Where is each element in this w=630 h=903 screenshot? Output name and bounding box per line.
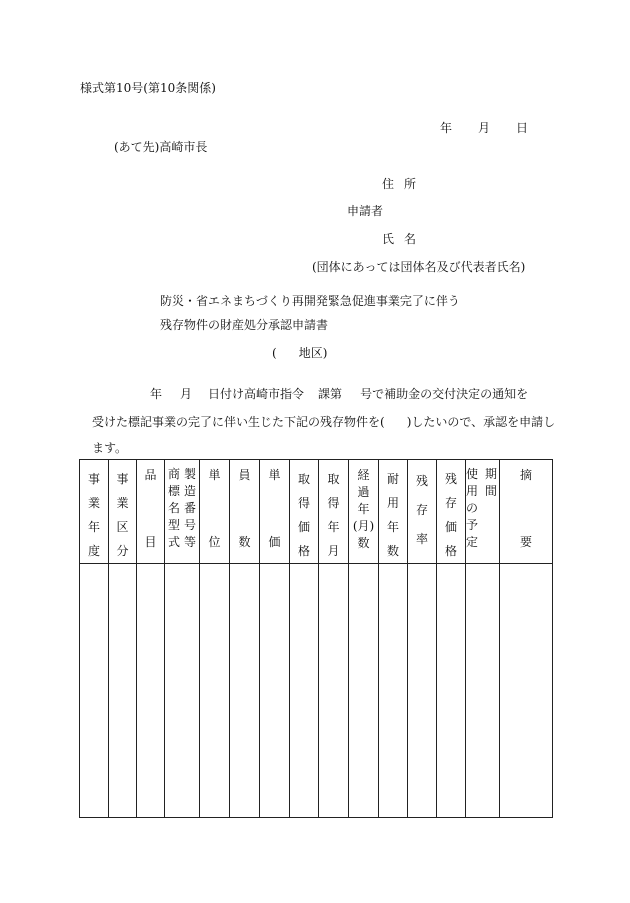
- addressee: (あて先)高崎市長: [114, 140, 208, 154]
- form-number: 様式第10号(第10条関係): [80, 81, 216, 95]
- header-char: 位: [208, 535, 221, 549]
- header-char: 用: [466, 484, 479, 498]
- date-line: [440, 119, 528, 136]
- header-char: 残: [444, 472, 457, 486]
- table-cell[interactable]: [137, 564, 165, 818]
- header-char: 数: [238, 535, 251, 549]
- header-char: 定: [466, 535, 479, 549]
- header-char: 単: [208, 468, 221, 482]
- header-cell-residual-rate: [408, 460, 437, 564]
- header-char: 格: [297, 544, 310, 558]
- header-char: 取: [297, 472, 310, 486]
- document-title-line2: 残存物件の財産処分承認申請書: [160, 318, 329, 332]
- name-label: 氏名: [382, 232, 427, 246]
- header-char: 単: [268, 468, 281, 482]
- header-cell-usage-period: [466, 460, 500, 564]
- header-char: の: [466, 501, 479, 515]
- header-char: (月): [352, 519, 375, 533]
- table-cell[interactable]: [109, 564, 137, 818]
- header-char: 格: [444, 544, 457, 558]
- header-char: 製: [184, 467, 197, 481]
- header-char: 商: [167, 467, 180, 481]
- header-cell-residual-value: [437, 460, 466, 564]
- header-char: 摘: [519, 468, 532, 482]
- applicant-label: 申請者: [347, 204, 384, 218]
- header-char: 業: [87, 496, 100, 510]
- header-char: 年: [87, 520, 100, 534]
- header-char: 使: [466, 467, 479, 481]
- header-cell-unit: [200, 460, 230, 564]
- date-day-label: 日: [516, 121, 529, 135]
- header-cell-remarks: [500, 460, 553, 564]
- header-cell-item: [137, 460, 165, 564]
- header-char: 過: [357, 485, 370, 499]
- body-text-line2: [92, 413, 555, 430]
- header-char: 数: [357, 536, 370, 550]
- table-cell[interactable]: [80, 564, 109, 818]
- header-char: 標: [167, 484, 180, 498]
- header-char: 経: [357, 468, 370, 482]
- header-char: 数: [386, 544, 399, 558]
- table-header-row: [80, 460, 553, 564]
- table-cell[interactable]: [200, 564, 230, 818]
- body-text-line1: [150, 385, 528, 402]
- table-cell[interactable]: [379, 564, 408, 818]
- header-char: 区: [116, 520, 129, 534]
- table-cell[interactable]: [165, 564, 200, 818]
- body-text-part1: 日付け高崎市指令: [208, 387, 305, 401]
- header-cell-model-serial: [165, 460, 200, 564]
- organization-note: (団体にあっては団体名及び代表者氏名): [312, 260, 526, 274]
- header-char: 事: [116, 472, 129, 486]
- body-text-line2a: 受けた標記事業の完了に伴い生じた下記の残存物件を(: [92, 415, 385, 429]
- header-char: 得: [297, 496, 310, 510]
- header-char: 月: [327, 544, 340, 558]
- header-char: 得: [327, 496, 340, 510]
- header-char: 等: [184, 535, 197, 549]
- header-char: 造: [184, 484, 197, 498]
- header-char: 取: [327, 472, 340, 486]
- header-char: 間: [485, 484, 498, 498]
- district-open-paren: (: [272, 346, 277, 360]
- header-char: 年: [357, 502, 370, 516]
- table-row: [80, 564, 553, 818]
- table-cell[interactable]: [230, 564, 260, 818]
- table-cell[interactable]: [260, 564, 290, 818]
- header-char: 業: [116, 496, 129, 510]
- asset-table: [79, 459, 553, 818]
- header-char: 年: [327, 520, 340, 534]
- table-cell[interactable]: [466, 564, 500, 818]
- header-char: 価: [297, 520, 310, 534]
- header-char: 年: [386, 520, 399, 534]
- header-char: 番: [184, 501, 197, 515]
- header-char: 用: [386, 496, 399, 510]
- table-cell[interactable]: [500, 564, 553, 818]
- header-char: 期: [485, 467, 498, 481]
- body-month: 月: [180, 387, 193, 401]
- header-char: 度: [87, 544, 100, 558]
- header-char: 率: [415, 532, 428, 546]
- header-char: 予: [466, 518, 479, 532]
- header-char: 分: [116, 544, 129, 558]
- table-cell[interactable]: [437, 564, 466, 818]
- document-title-line1: 防災・省エネまちづくり再開発緊急促進事業完了に伴う: [160, 294, 460, 308]
- table-cell[interactable]: [408, 564, 437, 818]
- address-label: 住所: [382, 177, 427, 191]
- body-text-line3: ます。: [92, 441, 128, 455]
- header-cell-unit-price: [260, 460, 290, 564]
- header-cell-acquisition-date: [319, 460, 349, 564]
- header-char: 存: [415, 503, 428, 517]
- district-field: [272, 344, 327, 361]
- header-char: 価: [444, 520, 457, 534]
- header-cell-quantity: [230, 460, 260, 564]
- header-char: 号: [184, 518, 197, 532]
- header-char: 存: [444, 496, 457, 510]
- body-text-part2: 課第: [318, 387, 343, 401]
- header-cell-acquisition-price: [290, 460, 319, 564]
- district-label: 地区): [298, 346, 328, 360]
- header-char: 事: [87, 472, 100, 486]
- header-char: 残: [415, 474, 428, 488]
- header-char: 員: [238, 468, 251, 482]
- header-char: 価: [268, 535, 281, 549]
- table-cell[interactable]: [290, 564, 319, 818]
- header-char: 名: [167, 501, 180, 515]
- header-char: 目: [144, 535, 157, 549]
- header-char: 型: [167, 518, 180, 532]
- header-cell-elapsed-years: [349, 460, 379, 564]
- header-cell-project-category: [109, 460, 137, 564]
- header-char: 耐: [386, 472, 399, 486]
- table-cell[interactable]: [349, 564, 379, 818]
- body-text-line2b: )したいので、承認を申請し: [406, 415, 556, 429]
- header-cell-fiscal-year: [80, 460, 109, 564]
- header-char: 要: [519, 535, 532, 549]
- body-text-part3: 号で補助金の交付決定の通知を: [360, 387, 529, 401]
- date-year-label: 年: [440, 121, 453, 135]
- header-char: 品: [144, 468, 157, 482]
- body-year: 年: [150, 387, 163, 401]
- header-cell-useful-life: [379, 460, 408, 564]
- date-month-label: 月: [478, 121, 491, 135]
- table-cell[interactable]: [319, 564, 349, 818]
- header-char: 式: [167, 535, 180, 549]
